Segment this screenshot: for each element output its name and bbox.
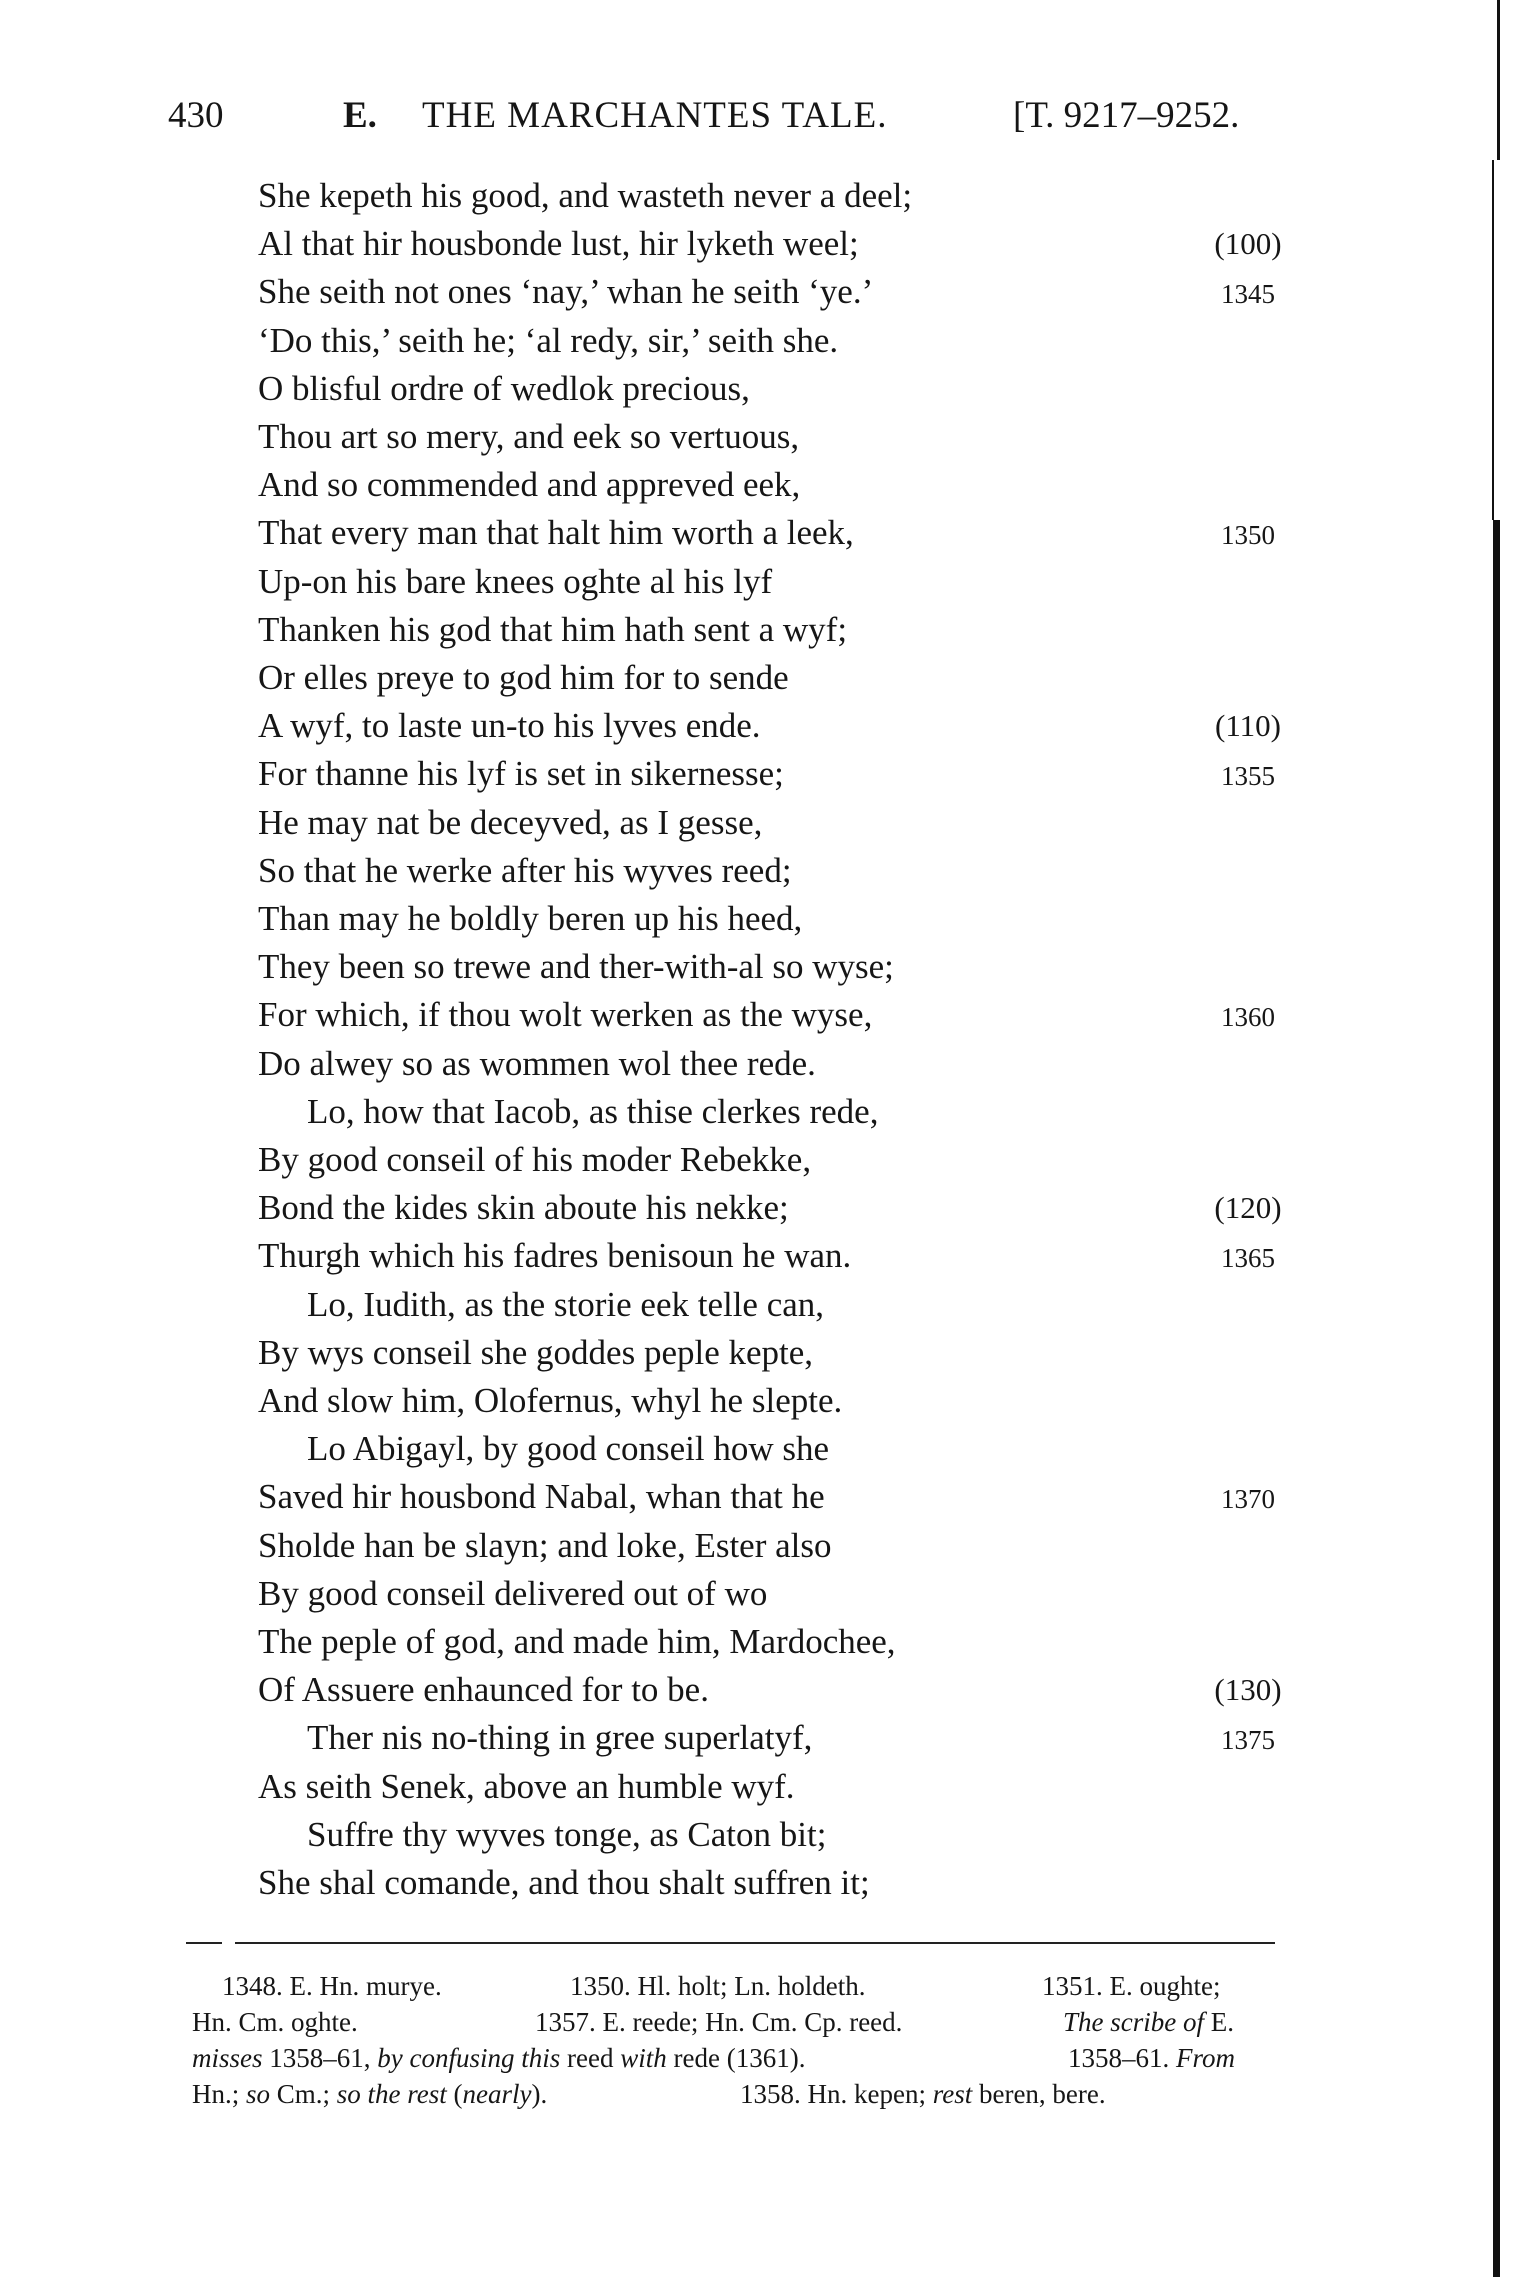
line-number: (110) [1215,708,1281,744]
footnote-italic: rest [925,2079,973,2109]
tale-title: THE MARCHANTES TALE. [422,95,888,136]
footnote-plain: 1358. Hn. kepen; [740,2079,926,2109]
footnote-entry [740,2076,1106,2112]
verse-line [0,1473,1514,1521]
verse-text: Thou art so mery, and eek so vertuous, [258,417,800,456]
line-number: 1355 [1221,761,1275,792]
footnote-entry [1063,2004,1234,2040]
verse-line [0,172,1514,220]
verse-text: By good conseil of his moder Rebekke, [258,1140,812,1179]
verse-line [0,1618,1514,1666]
verse-line [0,1281,1514,1329]
line-number: 1365 [1221,1243,1275,1274]
verse-text: Lo, Iudith, as the storie eek telle can, [307,1284,825,1324]
verse-line [0,991,1514,1039]
verse-text: By good conseil delivered out of wo [258,1573,768,1613]
verse-line [0,895,1514,943]
verse-line [0,1425,1514,1473]
footnote-plain: reed [560,2043,614,2073]
verse-text: Al that hir housbonde lust, hir lyketh weel; [258,224,859,264]
verse-line [0,268,1514,316]
verse-text: Than may he boldly beren up his heed, [258,899,803,938]
verse-line [0,509,1514,557]
footnote-entry: 1351. E. oughte; [1042,1971,1221,2001]
verse-line [0,1136,1514,1184]
verse-line [0,606,1514,654]
verse-text: They been so trewe and ther-with-al so wyse; [258,947,894,987]
verse-text: The peple of god, and made him, Mardochee, [258,1622,896,1661]
verse-text: That every man that halt him worth a leek, [258,513,854,553]
verse-line [0,317,1514,365]
verse-line [0,1040,1514,1088]
footnote-line [0,2040,1514,2076]
verse-line [0,365,1514,413]
verse-text: Sholde han be slayn; and loke, Ester also [258,1525,832,1565]
verse-text: For thanne his lyf is set in sikernesse; [258,754,784,794]
verse-line [0,461,1514,509]
verse-line [0,702,1514,750]
page-edge-shadow [1470,0,1514,2277]
footnote-italic: nearly [462,2079,532,2109]
footnote-italic: misses [192,2043,263,2073]
verse-line [0,558,1514,606]
verse-line [0,750,1514,798]
verse-text: O blisful ordre of wedlok precious, [258,368,750,408]
footnote-italic: From [1169,2043,1235,2073]
line-number: 1375 [1221,1725,1275,1756]
verse-line [0,654,1514,702]
verse-line [0,799,1514,847]
verse-line [0,1763,1514,1811]
footnote-italic: The scribe of [1063,2007,1204,2037]
footnote-italic: with [613,2043,667,2073]
verse-text: And so commended and appreved eek, [258,465,801,505]
footnote-plain: rede (1361). [666,2043,806,2073]
verse-text: As seith Senek, above an humble wyf. [258,1766,795,1806]
line-number: 1350 [1221,520,1275,551]
verse-text: Lo Abigayl, by good conseil how she [307,1429,830,1469]
running-header [168,94,1288,144]
verse-line [0,1329,1514,1377]
edge-band [1497,0,1500,160]
line-number: 1370 [1221,1484,1275,1515]
verse-text: Ther nis no-thing in gree superlatyf, [307,1718,813,1758]
footnote-plain: 1358–61. [1068,2043,1170,2073]
verse-text: For which, if thou wolt werken as the wyse, [258,995,873,1035]
verse-text: He may nat be deceyved, as I gesse, [258,802,763,842]
footnote-rule [235,1942,1275,1944]
verse-text: Thurgh which his fadres benisoun he wan. [258,1236,852,1276]
footnote-italic: by confusing this [370,2043,561,2073]
verse-text: And slow him, Olofernus, whyl he slepte. [258,1381,843,1420]
verse-text: Up-on his bare knees oghte al his lyf [258,561,773,601]
verse-text: By wys conseil she goddes peple kepte, [258,1332,814,1372]
footnote-entry: 1357. E. reede; Hn. Cm. Cp. reed. [535,2007,903,2037]
footnote-italic: so [239,2079,271,2109]
verse-line [0,943,1514,991]
edge-band [1492,160,1494,520]
verse-text: ‘Do this,’ seith he; ‘al redy, sir,’ seith she. [258,320,839,360]
verse-text: A wyf, to laste un-to his lyves ende. [258,706,761,746]
verse-text: Do alwey so as wommen wol thee rede. [258,1043,816,1083]
verse-text: So that he werke after his wyves reed; [258,850,792,890]
footnote-italic: so the rest [330,2079,447,2109]
footnote-entry [192,2076,547,2112]
footnote-plain: Hn.; [192,2079,240,2109]
line-number: 1360 [1221,1002,1275,1033]
footnote-entry: 1350. Hl. holt; Ln. holdeth. [570,1971,866,2001]
footnote-entry: 1348. E. Hn. murye. [222,1971,442,2001]
verse-line [0,413,1514,461]
footnote-line [0,2004,1514,2040]
footnote-entry [1068,2040,1235,2076]
section-letter: E. [343,95,377,136]
verse-line [0,1088,1514,1136]
line-number: (130) [1214,1672,1282,1708]
verse-text: Bond the kides skin aboute his nekke; [258,1188,789,1228]
footnote-entry: Hn. Cm. oghte. [192,2007,358,2037]
line-number: (100) [1214,226,1282,262]
verse-line [0,847,1514,895]
verse-text: Thanken his god that him hath sent a wyf; [258,609,848,649]
verse-line [0,1811,1514,1859]
footnote-plain: E. [1204,2007,1234,2037]
verse-text: Saved hir housbond Nabal, whan that he [258,1477,825,1517]
footnote-rule-short [186,1942,222,1944]
footnote-line [0,1968,1514,2004]
verse-line [0,1232,1514,1280]
page-number: 430 [168,95,224,136]
verse-text: Of Assuere enhaunced for to be. [258,1670,709,1710]
verse-line [0,1666,1514,1714]
footnote-plain: 1358–61, [262,2043,371,2073]
verse-text: Lo, how that Iacob, as thise clerkes rede, [307,1091,879,1131]
verse-line [0,1377,1514,1425]
verse-text: She kepeth his good, and wasteth never a deel; [258,176,913,215]
footnote-plain: ). [531,2079,548,2109]
line-number: (120) [1214,1190,1282,1226]
footnote-plain: beren, bere. [972,2079,1106,2109]
verse-text: Or elles preye to god him for to sende [258,658,789,697]
line-reference: [T. 9217–9252. [1013,95,1240,136]
verse-text: She shal comande, and thou shalt suffren it; [258,1863,870,1902]
footnote-line [0,2076,1514,2112]
footnote-plain: ( [446,2079,463,2109]
verse-line [0,1859,1514,1907]
verse-line [0,1714,1514,1762]
verse-line [0,1522,1514,1570]
verse-line [0,1184,1514,1232]
line-number: 1345 [1221,279,1275,310]
verse-line [0,220,1514,268]
footnote-plain: Cm.; [270,2079,331,2109]
verse-text: Suffre thy wyves tonge, as Caton bit; [307,1814,827,1854]
verse-text: She seith not ones ‘nay,’ whan he seith ‘ye.’ [258,272,874,312]
verse-line [0,1570,1514,1618]
footnote-entry [192,2040,805,2076]
edge-band [1493,520,1500,2277]
